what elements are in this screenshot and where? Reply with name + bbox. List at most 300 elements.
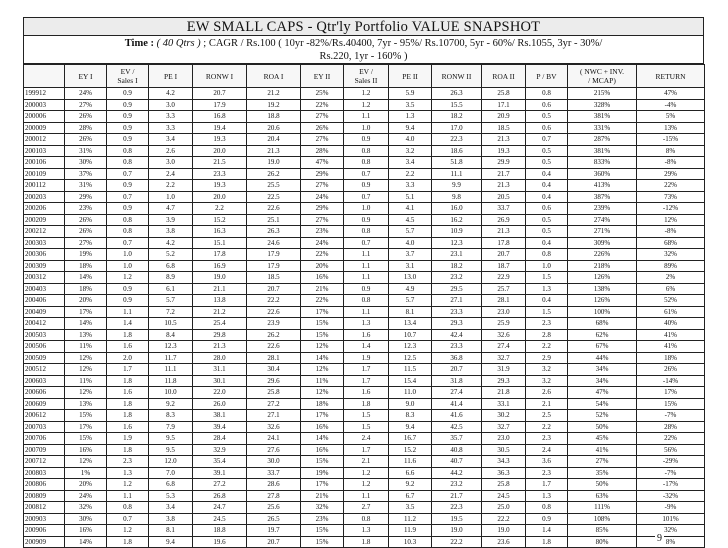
value-cell: 1.6: [107, 387, 149, 399]
table-row: [24, 490, 705, 502]
value-cell: 23.6: [482, 536, 526, 548]
value-cell: 11.9: [389, 525, 432, 537]
value-cell: 13%: [637, 122, 705, 134]
value-cell: 6.8: [149, 479, 193, 491]
value-cell: 19.3: [193, 134, 247, 146]
value-cell: 26.2: [247, 329, 301, 341]
quarter-cell: 200403: [24, 283, 65, 295]
value-cell: 1.6: [107, 341, 149, 353]
quarter-cell: 200209: [24, 214, 65, 226]
value-cell: 11%: [65, 375, 107, 387]
quarter-cell: 200506: [24, 341, 65, 353]
value-cell: 22.6: [247, 203, 301, 215]
value-cell: 0.7: [344, 237, 389, 249]
column-header: RETURN: [637, 65, 705, 88]
value-cell: 34%: [568, 364, 637, 376]
value-cell: 0.7: [107, 237, 149, 249]
value-cell: 381%: [568, 111, 637, 123]
value-cell: 0.8: [107, 502, 149, 514]
value-cell: 35.7: [432, 433, 482, 445]
value-cell: 17%: [301, 306, 344, 318]
value-cell: 0.8: [344, 145, 389, 157]
value-cell: 27%: [301, 134, 344, 146]
value-cell: 13%: [65, 398, 107, 410]
value-cell: 0.8: [107, 145, 149, 157]
value-cell: 3.2: [526, 364, 568, 376]
value-cell: 32.6: [247, 421, 301, 433]
quarter-cell: 200609: [24, 398, 65, 410]
value-cell: 15.2: [389, 444, 432, 456]
value-cell: 3.6: [526, 456, 568, 468]
value-cell: 30.0: [247, 456, 301, 468]
value-cell: 9.0: [389, 398, 432, 410]
quarter-cell: 200909: [24, 536, 65, 548]
value-cell: 1.1: [344, 272, 389, 284]
value-cell: 27.6: [247, 444, 301, 456]
value-cell: 0.8: [344, 226, 389, 238]
value-cell: 9.9: [432, 180, 482, 192]
value-cell: 16.8: [193, 111, 247, 123]
value-cell: 1.7: [526, 479, 568, 491]
table-row: [24, 226, 705, 238]
value-cell: 2.4: [344, 433, 389, 445]
value-cell: 0.9: [107, 88, 149, 100]
value-cell: -8%: [637, 226, 705, 238]
value-cell: 15%: [301, 329, 344, 341]
value-cell: 29%: [301, 203, 344, 215]
value-cell: 18.6: [432, 145, 482, 157]
value-cell: 22%: [637, 433, 705, 445]
value-cell: 1.2: [107, 272, 149, 284]
value-cell: 0.9: [107, 122, 149, 134]
value-cell: 9.8: [432, 191, 482, 203]
value-cell: 28%: [301, 145, 344, 157]
value-cell: 21.5: [193, 157, 247, 169]
value-cell: 22.0: [193, 387, 247, 399]
value-cell: 22.9: [482, 272, 526, 284]
value-cell: 0.7: [344, 168, 389, 180]
value-cell: 26%: [301, 122, 344, 134]
value-cell: 1.8: [107, 444, 149, 456]
quarter-cell: 200109: [24, 168, 65, 180]
value-cell: 21.7: [432, 490, 482, 502]
value-cell: 12%: [301, 387, 344, 399]
value-cell: 13%: [65, 329, 107, 341]
value-cell: 12.5: [389, 352, 432, 364]
table-row: [24, 352, 705, 364]
value-cell: 26%: [65, 226, 107, 238]
value-cell: 0.9: [107, 99, 149, 111]
value-cell: 1.3: [526, 490, 568, 502]
value-cell: 413%: [568, 180, 637, 192]
value-cell: 7.0: [149, 467, 193, 479]
table-row: [24, 283, 705, 295]
value-cell: 1.7: [344, 364, 389, 376]
value-cell: 32.9: [193, 444, 247, 456]
value-cell: 85%: [568, 525, 637, 537]
value-cell: 1.8: [107, 375, 149, 387]
value-cell: 27.1: [247, 410, 301, 422]
value-cell: 16%: [301, 421, 344, 433]
value-cell: 45%: [568, 433, 637, 445]
value-cell: 2.7: [344, 502, 389, 514]
value-cell: 5.9: [389, 88, 432, 100]
value-cell: 28.4: [193, 433, 247, 445]
value-cell: 0.7: [344, 191, 389, 203]
value-cell: 101%: [637, 513, 705, 525]
value-cell: 1.5: [344, 421, 389, 433]
table-row: [24, 111, 705, 123]
value-cell: 22.2: [247, 295, 301, 307]
value-cell: 23.3: [193, 168, 247, 180]
value-cell: 30%: [65, 513, 107, 525]
value-cell: 23.3: [432, 341, 482, 353]
value-cell: 8.1: [389, 306, 432, 318]
value-cell: 126%: [568, 295, 637, 307]
quarter-cell: 200303: [24, 237, 65, 249]
value-cell: 2.6: [526, 387, 568, 399]
value-cell: 39.1: [193, 467, 247, 479]
value-cell: 10.3: [389, 536, 432, 548]
value-cell: 15%: [65, 410, 107, 422]
value-cell: 15%: [637, 398, 705, 410]
value-cell: 100%: [568, 306, 637, 318]
column-header: [24, 65, 65, 88]
value-cell: 51.8: [432, 157, 482, 169]
table-header-row: [24, 65, 705, 88]
column-header: PE II: [389, 65, 432, 88]
value-cell: 24%: [65, 490, 107, 502]
value-cell: 28.1: [247, 352, 301, 364]
value-cell: 2.2: [149, 180, 193, 192]
value-cell: 1.0: [344, 122, 389, 134]
value-cell: 0.5: [526, 111, 568, 123]
table-row: [24, 122, 705, 134]
value-cell: 8.3: [149, 410, 193, 422]
value-cell: 24.7: [193, 502, 247, 514]
value-cell: 41%: [637, 341, 705, 353]
value-cell: 6.7: [389, 490, 432, 502]
table-row: [24, 456, 705, 468]
value-cell: 11%: [65, 341, 107, 353]
value-cell: 19.0: [432, 525, 482, 537]
value-cell: 14%: [301, 433, 344, 445]
value-cell: 19.0: [247, 157, 301, 169]
quarter-cell: 200203: [24, 191, 65, 203]
value-cell: 9.2: [149, 398, 193, 410]
value-cell: 18.8: [247, 111, 301, 123]
quarter-cell: 200612: [24, 410, 65, 422]
table-row: [24, 214, 705, 226]
value-cell: 1.8: [107, 329, 149, 341]
value-cell: 80%: [568, 536, 637, 548]
value-cell: 0.9: [344, 283, 389, 295]
value-cell: 30.4: [247, 364, 301, 376]
value-cell: 39.4: [193, 421, 247, 433]
value-cell: 18%: [65, 260, 107, 272]
value-cell: 12%: [65, 364, 107, 376]
value-cell: 29%: [301, 168, 344, 180]
quarter-cell: 200106: [24, 157, 65, 169]
value-cell: 12.0: [149, 456, 193, 468]
value-cell: 9.4: [389, 421, 432, 433]
value-cell: 17.1: [482, 99, 526, 111]
value-cell: 32%: [65, 502, 107, 514]
value-cell: 16.9: [193, 260, 247, 272]
value-cell: 16%: [301, 272, 344, 284]
value-cell: 17%: [65, 306, 107, 318]
value-cell: 0.9: [107, 203, 149, 215]
value-cell: 2.2: [526, 341, 568, 353]
value-cell: 9.5: [149, 444, 193, 456]
quarter-cell: 200112: [24, 180, 65, 192]
table-row: [24, 433, 705, 445]
value-cell: 3.5: [389, 99, 432, 111]
quarter-cell: 200906: [24, 525, 65, 537]
value-cell: 27%: [301, 111, 344, 123]
value-cell: 3.2: [526, 375, 568, 387]
value-cell: 381%: [568, 145, 637, 157]
value-cell: 14%: [65, 272, 107, 284]
value-cell: 14%: [301, 352, 344, 364]
value-cell: 27.1: [432, 295, 482, 307]
table-row: [24, 364, 705, 376]
value-cell: 26.3: [432, 88, 482, 100]
value-cell: 27.2: [193, 479, 247, 491]
table-row: [24, 272, 705, 284]
value-cell: 67%: [568, 341, 637, 353]
value-cell: 20.0: [193, 145, 247, 157]
value-cell: 12.3: [149, 341, 193, 353]
value-cell: 16.0: [432, 203, 482, 215]
value-cell: 3.0: [149, 157, 193, 169]
value-cell: 22.2: [482, 513, 526, 525]
value-cell: 33.1: [482, 398, 526, 410]
value-cell: 20.7: [432, 364, 482, 376]
value-cell: 5.7: [389, 295, 432, 307]
value-cell: 3.0: [149, 99, 193, 111]
value-cell: 0.5: [526, 145, 568, 157]
value-cell: 38.1: [193, 410, 247, 422]
value-cell: 26%: [65, 134, 107, 146]
value-cell: 23%: [301, 513, 344, 525]
value-cell: 31.1: [193, 364, 247, 376]
quarter-cell: 200712: [24, 456, 65, 468]
table-row: [24, 341, 705, 353]
value-cell: 41%: [637, 329, 705, 341]
value-cell: 2.9: [526, 352, 568, 364]
value-cell: 18%: [637, 352, 705, 364]
value-cell: 30.5: [482, 444, 526, 456]
value-cell: 20.0: [193, 191, 247, 203]
value-cell: 0.8: [526, 502, 568, 514]
value-cell: 28%: [637, 421, 705, 433]
value-cell: 7.9: [149, 421, 193, 433]
value-cell: 23.1: [432, 249, 482, 261]
value-cell: 52%: [568, 410, 637, 422]
value-cell: 31%: [65, 145, 107, 157]
value-cell: 0.4: [526, 237, 568, 249]
table-body: [24, 88, 705, 548]
value-cell: 0.6: [526, 203, 568, 215]
table-row: [24, 513, 705, 525]
value-cell: 24.5: [482, 490, 526, 502]
value-cell: -32%: [637, 490, 705, 502]
table-row: [24, 168, 705, 180]
value-cell: 1.5: [526, 306, 568, 318]
value-cell: 29.9: [482, 157, 526, 169]
value-cell: 42.4: [432, 329, 482, 341]
value-cell: 41.4: [432, 398, 482, 410]
value-cell: 27%: [301, 180, 344, 192]
value-cell: 17.8: [193, 249, 247, 261]
value-cell: 14%: [65, 318, 107, 330]
column-header: EY II: [301, 65, 344, 88]
value-cell: 10.7: [389, 329, 432, 341]
table-row: [24, 99, 705, 111]
table-row: [24, 398, 705, 410]
value-cell: 6%: [637, 283, 705, 295]
quarter-cell: 200309: [24, 260, 65, 272]
value-cell: 23.9: [247, 318, 301, 330]
quarter-cell: 200812: [24, 502, 65, 514]
value-cell: 2%: [637, 272, 705, 284]
value-cell: 3.4: [149, 134, 193, 146]
value-cell: 27%: [301, 214, 344, 226]
value-cell: 17.9: [247, 260, 301, 272]
value-cell: 32.6: [482, 329, 526, 341]
cagr-line-1: ; CAGR / Rs.100 ( 10yr -82%/Rs.40400, 7yr - 95%/ Rs.10700, 5yr - 60%/ Rs.1055, 3yr - 30%/: [203, 38, 603, 49]
value-cell: 271%: [568, 226, 637, 238]
value-cell: 26.8: [193, 490, 247, 502]
value-cell: 21.3: [193, 341, 247, 353]
value-cell: 12%: [65, 456, 107, 468]
value-cell: 8%: [637, 145, 705, 157]
value-cell: 27%: [568, 456, 637, 468]
quarter-cell: 200012: [24, 134, 65, 146]
value-cell: 328%: [568, 99, 637, 111]
value-cell: 0.8: [107, 214, 149, 226]
value-cell: 19.3: [482, 145, 526, 157]
value-cell: 22%: [637, 180, 705, 192]
column-header: EV / Sales I: [107, 65, 149, 88]
value-cell: 41.6: [432, 410, 482, 422]
value-cell: 2.3: [526, 433, 568, 445]
value-cell: 23%: [301, 226, 344, 238]
report-subtitle: [23, 36, 704, 64]
value-cell: 1.6: [344, 387, 389, 399]
value-cell: 15%: [65, 433, 107, 445]
value-cell: 15%: [301, 536, 344, 548]
table-row: [24, 502, 705, 514]
value-cell: 2.6: [149, 145, 193, 157]
value-cell: 226%: [568, 249, 637, 261]
value-cell: 0.9: [344, 214, 389, 226]
value-cell: 25%: [301, 88, 344, 100]
value-cell: 0.7: [107, 513, 149, 525]
value-cell: 9.2: [389, 479, 432, 491]
value-cell: 126%: [568, 272, 637, 284]
value-cell: 50%: [568, 479, 637, 491]
table-row: [24, 157, 705, 169]
value-cell: 1.3: [389, 111, 432, 123]
value-cell: 26.3: [247, 226, 301, 238]
value-cell: 17%: [301, 410, 344, 422]
value-cell: 1.3: [344, 525, 389, 537]
value-cell: 4.1: [389, 203, 432, 215]
value-cell: 387%: [568, 191, 637, 203]
value-cell: 0.5: [526, 157, 568, 169]
value-cell: -7%: [637, 410, 705, 422]
value-cell: 11%: [301, 375, 344, 387]
column-header: ROA I: [247, 65, 301, 88]
value-cell: 1.2: [344, 99, 389, 111]
value-cell: 0.8: [344, 295, 389, 307]
value-cell: 32%: [637, 525, 705, 537]
value-cell: 25.8: [482, 88, 526, 100]
value-cell: 1.3: [526, 283, 568, 295]
value-cell: 9.4: [149, 536, 193, 548]
value-cell: 218%: [568, 260, 637, 272]
value-cell: 13.4: [389, 318, 432, 330]
cagr-line-2: Rs.220, 1yr - 160% ): [319, 51, 408, 62]
value-cell: 19.5: [432, 513, 482, 525]
value-cell: -14%: [637, 375, 705, 387]
value-cell: 6.6: [389, 467, 432, 479]
value-cell: 3.3: [389, 180, 432, 192]
value-cell: 19.3: [193, 180, 247, 192]
value-cell: 2.4: [149, 168, 193, 180]
value-cell: 40.8: [432, 444, 482, 456]
value-cell: 23.3: [432, 306, 482, 318]
value-cell: 19%: [65, 249, 107, 261]
value-cell: 2.3: [107, 456, 149, 468]
value-cell: 1.5: [526, 272, 568, 284]
value-cell: 0.9: [344, 180, 389, 192]
value-cell: 3.5: [389, 502, 432, 514]
value-cell: 1.2: [344, 467, 389, 479]
value-cell: 44.2: [432, 467, 482, 479]
value-cell: 26.2: [247, 168, 301, 180]
value-cell: 19.4: [193, 122, 247, 134]
value-cell: 6.1: [149, 283, 193, 295]
value-cell: 17%: [301, 479, 344, 491]
value-cell: 29.6: [247, 375, 301, 387]
quarter-cell: 200212: [24, 226, 65, 238]
value-cell: 1.0: [344, 203, 389, 215]
value-cell: 47%: [637, 88, 705, 100]
column-header: EV / Sales II: [344, 65, 389, 88]
value-cell: 0.4: [526, 168, 568, 180]
value-cell: 35%: [568, 467, 637, 479]
quarter-cell: 200512: [24, 364, 65, 376]
value-cell: 1.0: [526, 260, 568, 272]
value-cell: 15%: [301, 318, 344, 330]
value-cell: 1.8: [344, 398, 389, 410]
value-cell: 30.2: [482, 410, 526, 422]
value-cell: 4.0: [389, 134, 432, 146]
value-cell: 62%: [568, 329, 637, 341]
value-cell: 1.2: [107, 525, 149, 537]
value-cell: 1.1: [344, 306, 389, 318]
value-cell: 15%: [301, 456, 344, 468]
value-cell: 27%: [65, 237, 107, 249]
value-cell: 29.5: [432, 283, 482, 295]
value-cell: 34.3: [482, 456, 526, 468]
value-cell: 25.1: [247, 214, 301, 226]
value-cell: 20.7: [247, 283, 301, 295]
value-cell: 22.6: [247, 306, 301, 318]
